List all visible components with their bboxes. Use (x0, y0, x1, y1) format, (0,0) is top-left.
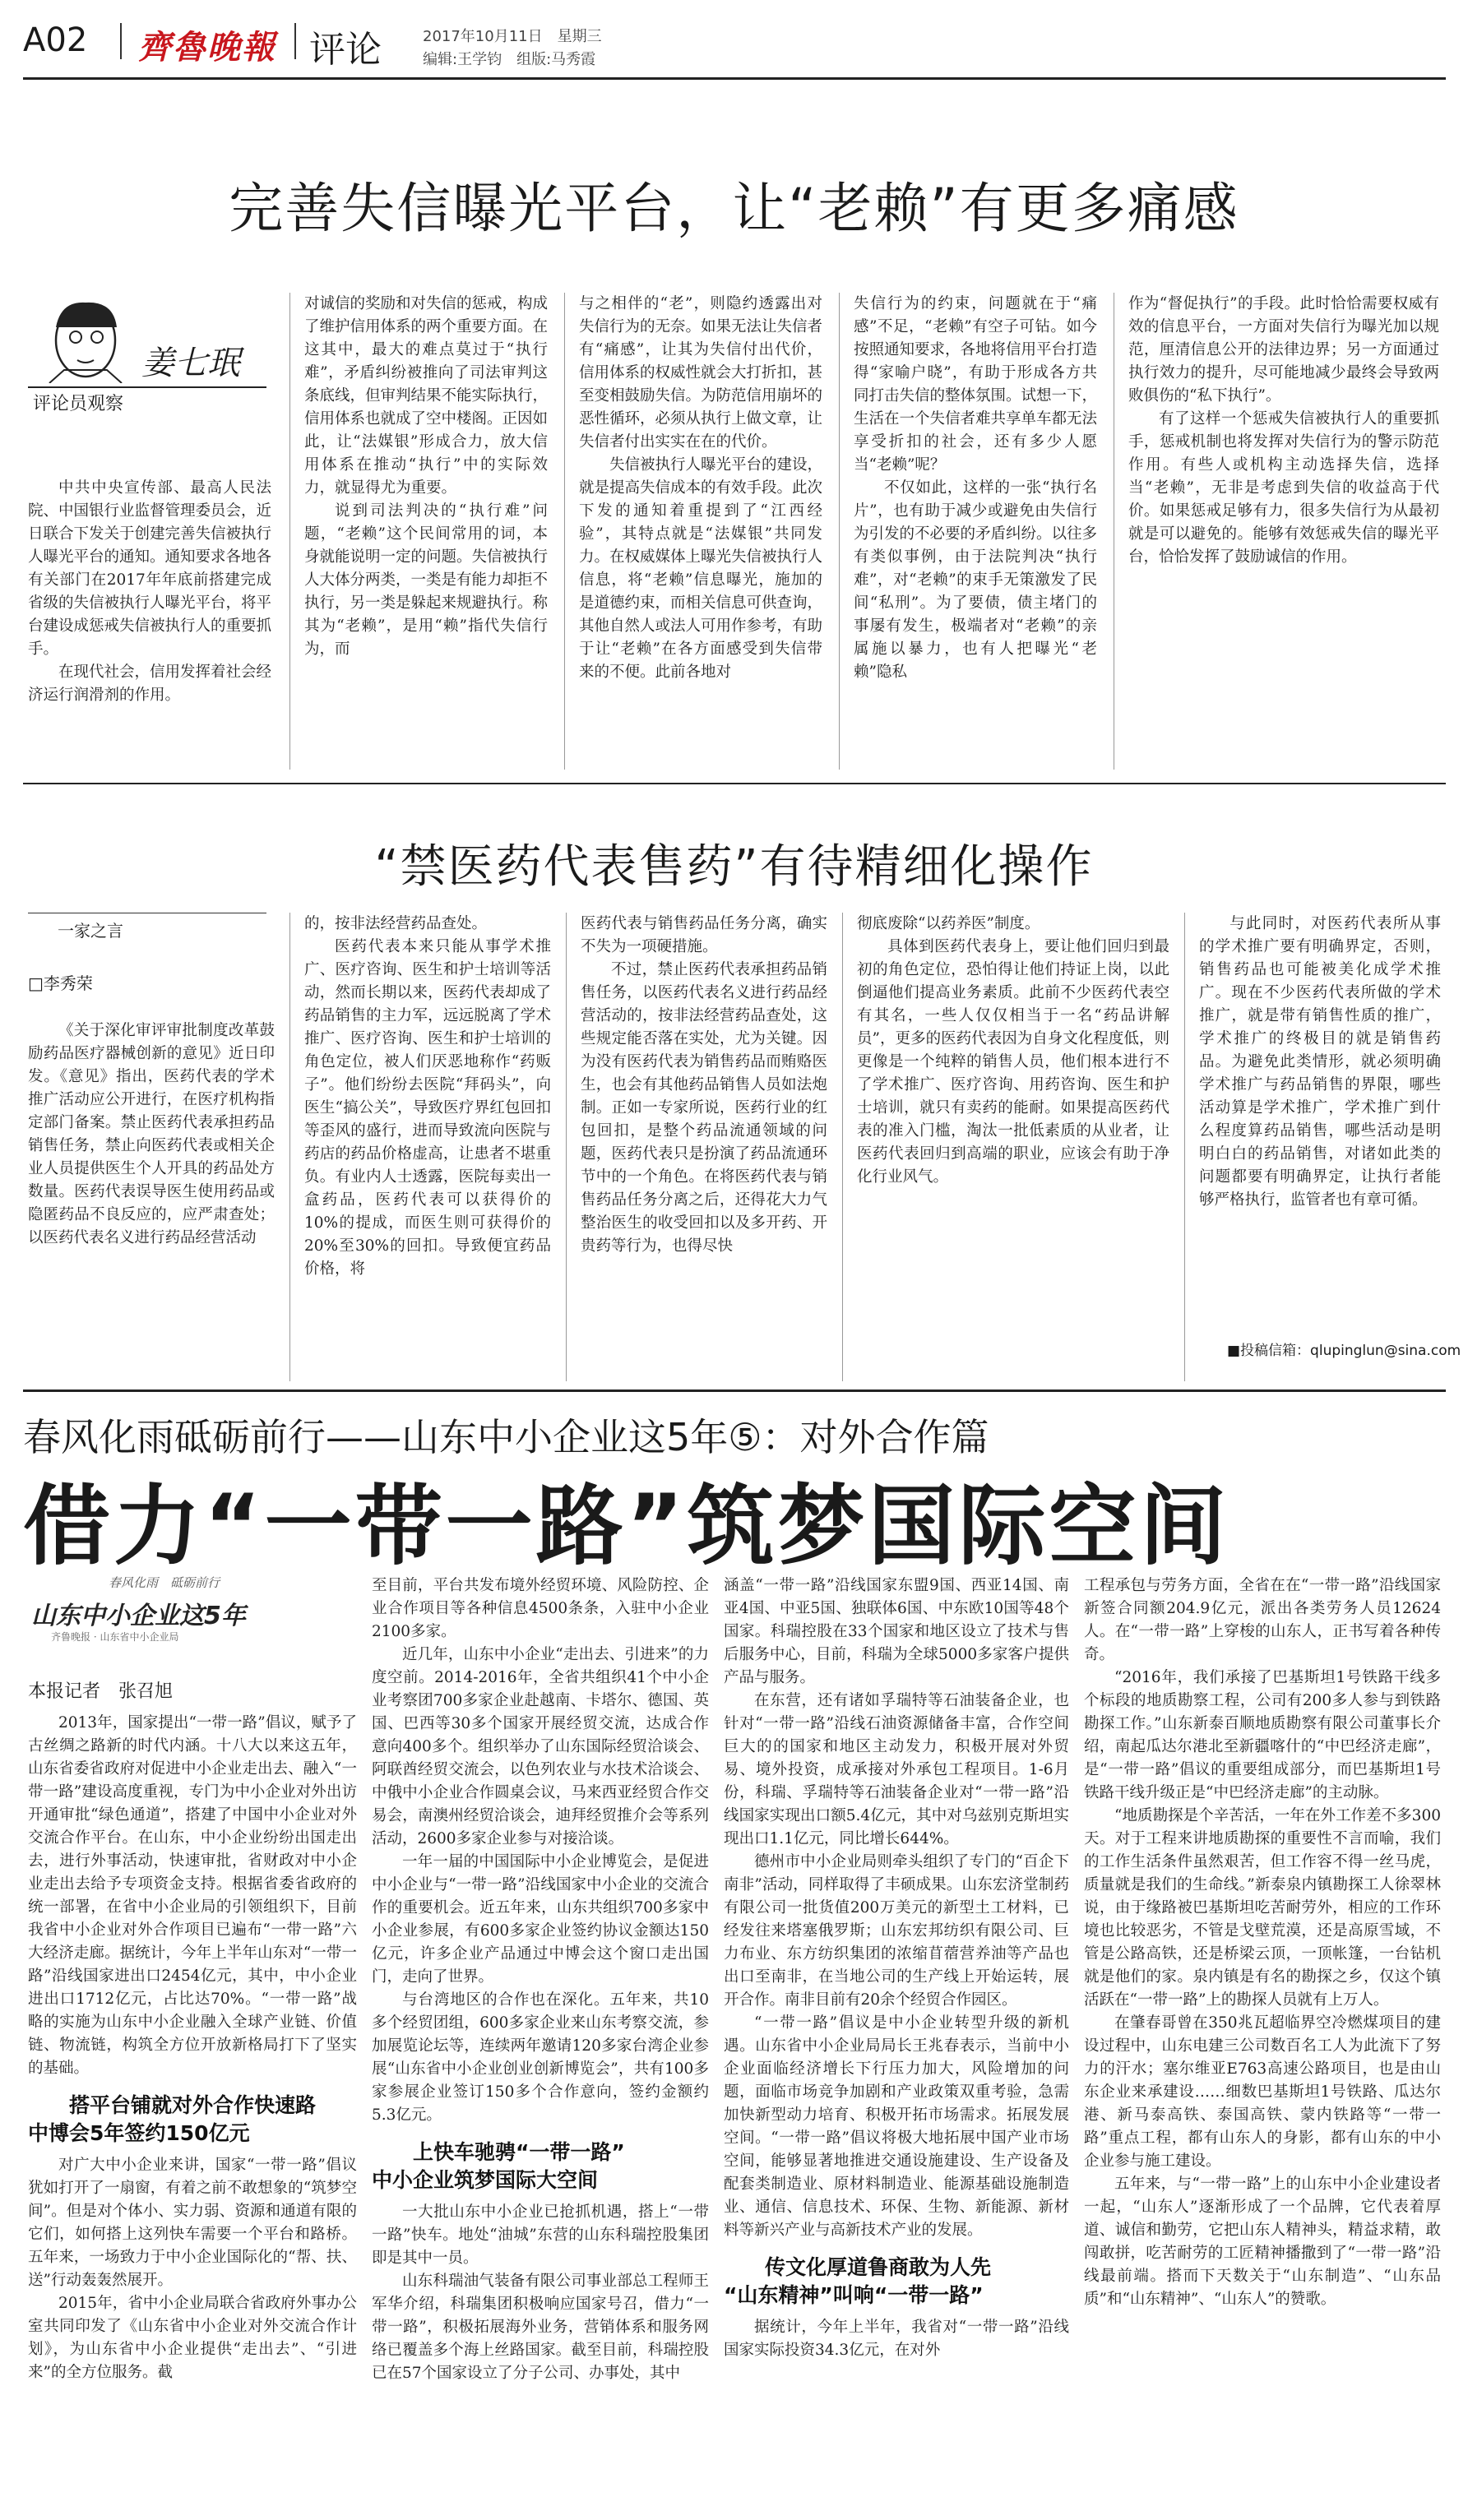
paragraph: 与此同时，对医药代表所从事的学术推广要有明确界定，否则，销售药品也可能被美化成学术推广。现在不少医药代表所做的学术推广，就是带有销售性质的推广，学术推广的终极目的就是销售药品。为避免此类情形，就必须明确学术推广与药品销售的界限，哪些活动算是学术推广，学术推广到什么程度算药品销售，哪些活动是明明白白的药品销售，对诸如此类的问题都要有明确界定，让执行者能够严格执行，监管者也有章可循。 (1199, 915, 1441, 1209)
article2-headline: “禁医药代表售药”有待精细化操作 (374, 840, 1094, 894)
author-byline: □李秀荣 (28, 973, 93, 993)
paragraph: 对诚信的奖励和对失信的惩戒，构成了维护信用体系的两个重要方面。在这其中，最大的难点莫过于“执行难”，矛盾纠纷被推向了司法审判这条底线，但审判结果不能实际执行，信用体系也就成了空中楼阁。正因如此，让“法媒银”形成合力，放大信用体系在推动“执行”中的实际效力，就显得尤为重要。 (304, 295, 548, 497)
logo-subtitle: 齐鲁晚报 · 山东省中小企业局 (51, 1631, 179, 1643)
paragraph: 不过，禁止医药代表承担药品销售任务，以医药代表名义进行药品经营活动的，按非法经营药品查处，这些规定能否落在实处，尤为关键。因为没有医药代表为销售药品而贿赂医生，也会有其他药品销售人员如法炮制。正如一专家所说，医药行业的红包回扣，是整个药品流通领域的问题，医药代表只是扮演了药品流通环节中的一个角色。在将医药代表与销售药品任务分离之后，还得花大力气整治医生的收受回扣以及多开药、开贵药等行为，也得尽快 (581, 961, 827, 1255)
masthead (23, 15, 1446, 74)
paragraph: 《关于深化审评审批制度改革鼓励药品医疗器械创新的意见》近日印发。《意见》指出，医药代表的学术推广活动应公开进行，在医疗机构指定部门备案。禁止医药代表承担药品销售任务，禁止向医药代表或相关企业人员提供医生个人开具的药品处方数量。医药代表误导医生使用药品或隐匿药品不良反应的，应严肃查处；以医药代表名义进行药品经营活动 (28, 1022, 275, 1246)
paragraph: 近几年，山东中小企业“走出去、引进来”的力度空前。2014-2016年，全省共组织41个中小企业考察团700多家企业赴越南、卡塔尔、德国、英国、巴西等30多个国家开展经贸交流，达成合作意向400多个。组织举办了山东国际经贸洽谈会、阿联酋经贸交流会，以色列农业与水技术洽谈会、中俄中小企业合作圆桌会议，马来西亚经贸合作交易会，南澳州经贸洽谈会，迪拜经贸推介会等系列活动，2600多家企业参与对接洽谈。 (372, 1646, 709, 1847)
paragraph: 五年来，与“一带一路”上的山东中小企业建设者一起，“山东人”逐渐形成了一个品牌，它代表着厚道、诚信和勤劳，它把山东人精神头，精益求精，敢闯敢拼，吃苦耐劳的工匠精神播撒到了“一带一路”沿线最前端。搭而下天数关于“山东制造”、“山东品质”和“山东精神”、“山东人”的赞歌。 (1084, 2176, 1441, 2308)
section-rule (23, 783, 1446, 784)
masthead-divider (294, 23, 296, 59)
paragraph: 涵盖“一带一路”沿线国家东盟9国、西亚14国、南亚4国、中亚5国、独联体6国、中东欧10国等48个国家。科瑞控股在33个国家和地区设立了技术与售后服务中心，目前，科瑞为全球5000多家客户提供产品与服务。 (724, 1577, 1069, 1686)
column-label: 评论员观察 (33, 394, 124, 414)
article2-column (857, 913, 1169, 1381)
paragraph: 失信行为的约束，问题就在于“痛感”不足，“老赖”有空子可钻。如今按照通知要求，各地将信用平台打造得“家喻户晓”，有助于形成各方共同打击失信的整体氛围。试想一下，生活在一个失信者难共享单车都无法享受折扣的社会，还有多少人愿当“老赖”呢？ (854, 295, 1097, 474)
paragraph: 2015年，省中小企业局联合省政府外事办公室共同印发了《山东省中小企业对外交流合作计划》，为山东省中小企业提供“走出去”、“引进来”的全方位服务。截 (28, 2295, 357, 2381)
column-divider (566, 913, 567, 1381)
masthead-rule (23, 77, 1446, 80)
article1-column (579, 293, 822, 770)
columnist-portrait (28, 294, 145, 383)
section-rule (23, 1389, 1446, 1392)
paragraph: 医药代表与销售药品任务分离，确实不失为一项硬措施。 (581, 915, 827, 955)
submission-email: ■投稿信箱：qlupinglun@sina.com (1227, 1343, 1461, 1359)
column-label-rule (28, 386, 266, 388)
paragraph: 不仅如此，这样的一张“执行名片”，也有助于减少或避免由失信行为引发的不必要的矛盾纠纷。以往多有类似事例，由于法院判决“执行难”，对“老赖”的束手无策激发了民间“私刑”。为了要债，债主堵门的事屡有发生，极端者对“老赖”的亲属施以暴力，也有人把曝光“老赖”隐私 (854, 479, 1097, 681)
paragraph: 作为“督促执行”的手段。此时恰恰需要权威有效的信息平台，一方面对失信行为曝光加以规范，厘清信息公开的法律边界；另一方面通过执行效力的提升，尽可能地减少最终会导致两败俱伤的“私下执行”。 (1128, 295, 1439, 405)
article3-column (28, 1712, 357, 2509)
column-divider (839, 293, 840, 770)
article2-column (304, 913, 551, 1381)
paragraph: 失信被执行人曝光平台的建设，就是提高失信成本的有效手段。此次下发的通知着重提到了“江西经验”，其特点就是“法媒银”共同发力。在权威媒体上曝光失信被执行人信息，将“老赖”信息曝光，施加的是道德约束，而相关信息可供查询，其他自然人或法人可用作参考，有助于让“老赖”在各方面感受到失信带来的不便。此前各地对 (579, 456, 822, 681)
article2-column (28, 1020, 275, 1381)
paragraph: 与台湾地区的合作也在深化。五年来，共10多个经贸团组，600多家企业来山东考察交流，参加展览论坛等，连续两年邀请120多家台湾企业参展“山东省中小企业创业创新博览会”，共有100多家参展企业签订150多个合作意向，签约金额约5.3亿元。 (372, 1991, 709, 2124)
article3-column (724, 1574, 1069, 2509)
paragraph: 在现代社会，信用发挥着社会经济运行润滑剂的作用。 (28, 664, 271, 704)
article3-column (1084, 1574, 1441, 2509)
paragraph: “一带一路”倡议是中小企业转型升级的新机遇。山东省中小企业局局长王兆春表示，当前中小企业面临经济增长下行压力加大，风险增加的问题，面临市场竞争加剧和产业政策双重考验，急需加快新型动力培育、积极开拓市场需求。拓展发展空间。“一带一路”倡议将极大地拓展中国产业市场空间，能够显著地推进交通设施建设、生产设备及配套类制造业、原材料制造业、能源基础设施制造业、通信、信息技术、环保、生物、新能源、新材料等新兴产业与高新技术产业的发展。 (724, 2014, 1069, 2239)
paragraph: 与之相伴的“老”，则隐约透露出对失信行为的无奈。如果无法让失信者有“痛感”，让其为失信付出代价，信用体系的权威性就会大打折扣，甚至变相鼓励失信。为防范信用崩坏的恶性循环，必须从执行上做文章，让失信者付出实实在在的代价。 (579, 295, 822, 451)
paragraph: 至目前，平台共发布境外经贸环境、风险防控、企业合作项目等各种信息4500条条，入驻中小企业2100多家。 (372, 1577, 709, 1640)
series-logo (26, 1570, 322, 1653)
logo-tagline: 春风化雨 砥砺前行 (109, 1575, 220, 1590)
paragraph: 的，按非法经营药品查处。 (304, 915, 488, 932)
section-title: 评论 (309, 29, 382, 71)
paragraph: 2013年，国家提出“一带一路”倡议，赋予了古丝绸之路新的时代内涵。十八大以来这五年，山东省委省政府对促进中小企业走出去、融入“一带一路”建设高度重视，专门为中小企业对外出访开通审批“绿色通道”，搭建了中国中小企业对外交流合作平台。在山东，中小企业纷纷出国走出去，进行外事活动，快速审批，省财政对中小企业走出去给予专项资金支持。根据省委省政府的统一部署，在省中小企业局的引领组织下，目前我省中小企业对外合作项目已遍布“一带一路”六大经济走廊。据统计，今年上半年山东对“一带一路”沿线国家进出口2454亿元，其中，中小企业进出口1712亿元，占比达70%。“一带一路”战略的实施为山东中小企业融入全球产业链、价值链、物流链，构筑全方位开放新格局打下了坚实的基础。 (28, 1714, 357, 2077)
column-label: 一家之言 (58, 921, 123, 941)
page-number: A02 (23, 21, 88, 59)
paragraph: 彻底废除“以药养医”制度。 (857, 915, 1040, 932)
article3-column (372, 1574, 709, 2509)
paragraph: 一大批山东中小企业已抢抓机遇，搭上“一带一路”快车。地处“油城”东营的山东科瑞控股集团即是其中一员。 (372, 2203, 709, 2267)
paragraph: 一年一届的中国国际中小企业博览会，是促进中小企业与“一带一路”沿线国家中小企业的交流合作的重要机会。近五年来，山东共组织700多家中小企业参展，有600多家企业签约协议金额达150亿元，许多企业产品通过中博会这个窗口走出国门，走向了世界。 (372, 1853, 709, 1986)
paragraph: 工程承包与劳务方面，全省在在“一带一路”沿线国家新签合同额204.9亿元，派出各类劳务人员12624人。在“一带一路”上穿梭的山东人，正书写着各种传奇。 (1084, 1577, 1441, 1663)
column-divider (289, 293, 290, 770)
paragraph: 中共中央宣传部、最高人民法院、中国银行业监督管理委员会，近日联合下发关于创建完善失信被执行人曝光平台的通知。通知要求各地各有关部门在2017年年底前搭建完成省级的失信被执行人曝光平台，将平台建设成惩戒失信被执行人的重要抓手。 (28, 479, 271, 658)
article2-column (581, 913, 827, 1381)
article3-headline: 借力“一带一路”筑梦国际空间 (23, 1476, 1230, 1577)
subheading: 传文化厚道鲁商敢为人先 “山东精神”叫响“一带一路” (724, 2255, 992, 2307)
paragraph: “2016年，我们承接了巴基斯坦1号铁路干线多个标段的地质勘察工程，公司有200多人参与到铁路勘探工作。”山东新泰百顺地质勘察有限公司董事长介绍，南起瓜达尔港北至新疆喀什的“中巴经济走廊”，是“一带一路”倡议的重要组成部分，而巴基斯坦1号铁路干线升级正是“中巴经济走廊”的主动脉。 (1084, 1669, 1441, 1801)
paragraph: 据统计，今年上半年，我省对“一带一路”沿线国家实际投资34.3亿元，在对外 (724, 2319, 1069, 2359)
column-divider (289, 913, 290, 1381)
column-divider (1184, 913, 1185, 1381)
article1-column (28, 477, 271, 773)
newspaper-logo: 齊魯晚報 (138, 28, 276, 67)
article1-column (304, 293, 548, 770)
paragraph: 在东营，还有诸如孚瑞特等石油装备企业，也针对“一带一路”沿线石油资源储备丰富，合作空间巨大的的国家和地区主动发力，积极开展对外贸易、境外投资，成承接对外承包工程项目。1-6月份，科瑞、孚瑞特等石油装备企业对“一带一路”沿线国家实现出口额5.4亿元，其中对乌兹别克斯坦实现出口1.1亿元，同比增长644%。 (724, 1692, 1069, 1847)
column-divider (564, 293, 565, 770)
paragraph: 山东科瑞油气装备有限公司事业部总工程师王军华介绍，科瑞集团积极响应国家号召，借力“一带一路”，积极拓展海外业务，营销体系和服务网络已覆盖多个海上丝路国家。截至目前，科瑞控股已在57个国家设立了分子公司、办事处，其中 (372, 2273, 709, 2382)
paragraph: 说到司法判决的“执行难”问题，“老赖”这个民间常用的词，本身就能说明一定的问题。失信被执行人大体分两类，一类是有能力却拒不执行，另一类是躲起来规避执行。称其为“老赖”，是用“赖”指代失信行为，而 (304, 502, 548, 658)
logo-title: 山东中小企业这5年 (31, 1602, 246, 1630)
issue-date: 2017年10月11日 星期三 (423, 28, 602, 45)
article1-column (854, 293, 1097, 770)
subheading: 搭平台铺就对外合作快速路 中博会5年签约150亿元 (28, 2093, 317, 2145)
article1-column (1128, 293, 1439, 770)
subheading: 上快车驰骋“一带一路” 中小企业筑梦国际大空间 (372, 2140, 625, 2192)
paragraph: 医药代表本来只能从事学术推广、医疗咨询、医生和护士培训等活动，然而长期以来，医药代表却成了药品销售的主力军，远远脱离了学术推广、医疗咨询、医生和护士培训的角色定位，被人们厌恶地称作“药贩子”。他们纷纷去医院“拜码头”，向医生“搞公关”，导致医疗界红包回扣等歪风的盛行，进而导致流向医院与药店的药品价格虚高，让患者不堪重负。有业内人士透露，医院每卖出一盒药品，医药代表可以获得价的10%的提成，而医生则可获得价的20%至30%的回扣。导致便宜药品价格，将 (304, 938, 551, 1278)
paragraph: “地质勘探是个辛苦活，一年在外工作差不多300天。对于工程来讲地质勘探的重要性不言而喻，我们的工作生活条件虽然艰苦，但工作容不得一丝马虎，质量就是我们的生命线。”新泰泉内镇勘探工人徐翠林说，由于缘路被巴基斯坦吃苦耐劳外，相应的工作环境也比较恶劣，不管是戈壁荒漠，还是高原雪域，不管是公路高铁，还是桥梁云顶，一顶帐篷，一台钻机就是他们的家。泉内镇是有名的勘探之乡，仅这个镇活跃在“一带一路”上的勘探人员就有上万人。 (1084, 1807, 1441, 2009)
series-title: 春风化雨砥砺前行——山东中小企业这5年⑤：对外合作篇 (23, 1415, 989, 1459)
paragraph: 德州市中小企业局则牵头组织了专门的“百企下南非”活动，同样取得了丰硕成果。山东宏济堂制药有限公司一批货值200万美元的新型土工材料，已经发往来塔塞俄罗斯；山东宏邦纺织有限公司、巨力布业、东方纺织集团的浓缩苜蓿营养油等产品也出口至南非，在当地公司的生产线上开始运转，展开合作。南非目前有20余个经贸合作园区。 (724, 1853, 1069, 2009)
paragraph: 具体到医药代表身上，要让他们回归到最初的角色定位，恐怕得让他们持证上岗，以此倒逼他们提高业务素质。此前不少医药代表空有其名，一些人仅仅相当于一名“药品讲解员”，更多的医药代表因为自身文化程度低，则更像是一个纯粹的销售人员，他们根本进行不了学术推广、医疗咨询、用药咨询、医生和护士培训，就只有卖药的能耐。如果提高医药代表的准入门槛，淘汰一批低素质的从业者，让医药代表回归到高端的职业，应该会有助于净化行业风气。 (857, 938, 1169, 1186)
masthead-divider (120, 23, 122, 59)
column-divider (842, 913, 843, 1381)
article1-headline: 完善失信曝光平台，让“老赖”有更多痛感 (229, 177, 1239, 240)
reporter-byline: 本报记者 张召旭 (28, 1681, 174, 1702)
paragraph: 对广大中小企业来讲，国家“一带一路”倡议犹如打开了一扇窗，有着之前不敢想象的“筑梦空间”。但是对个体小、实力弱、资源和通道有限的它们，如何搭上这列快车需要一个平台和路桥。五年来，一场致力于中小企业国际化的“帮、扶、送”行动轰轰然展开。 (28, 2157, 357, 2289)
paragraph: 有了这样一个惩戒失信被执行人的重要抓手，惩戒机制也将发挥对失信行为的警示防范作用。有些人或机构主动选择失信，选择当“老赖”，无非是考虑到失信的收益高于代价。如果惩戒足够有力，很多失信行为从最初就是可以避免的。能够有效惩戒失信的曝光平台，恰恰发挥了鼓励诚信的作用。 (1128, 410, 1439, 566)
editors-credit: 编辑:王学钧 组版:马秀霞 (423, 51, 596, 68)
paragraph: 在肇春哥曾在350兆瓦超临界空冷燃煤项目的建设过程中，山东电建三公司数百名工人为此流下了努力的汗水；塞尔维亚E763高速公路项目，也是由山东企业来承建设……细数巴基斯坦1号铁路、瓜达尔港、新马泰高铁、泰国高铁、蒙内铁路等“一带一路”重点工程，都有山东人的身影，都有山东的中小企业参与施工建设。 (1084, 2014, 1441, 2170)
columnist-signature: 姜七珉 (141, 344, 240, 382)
article2-column (1199, 913, 1441, 1324)
